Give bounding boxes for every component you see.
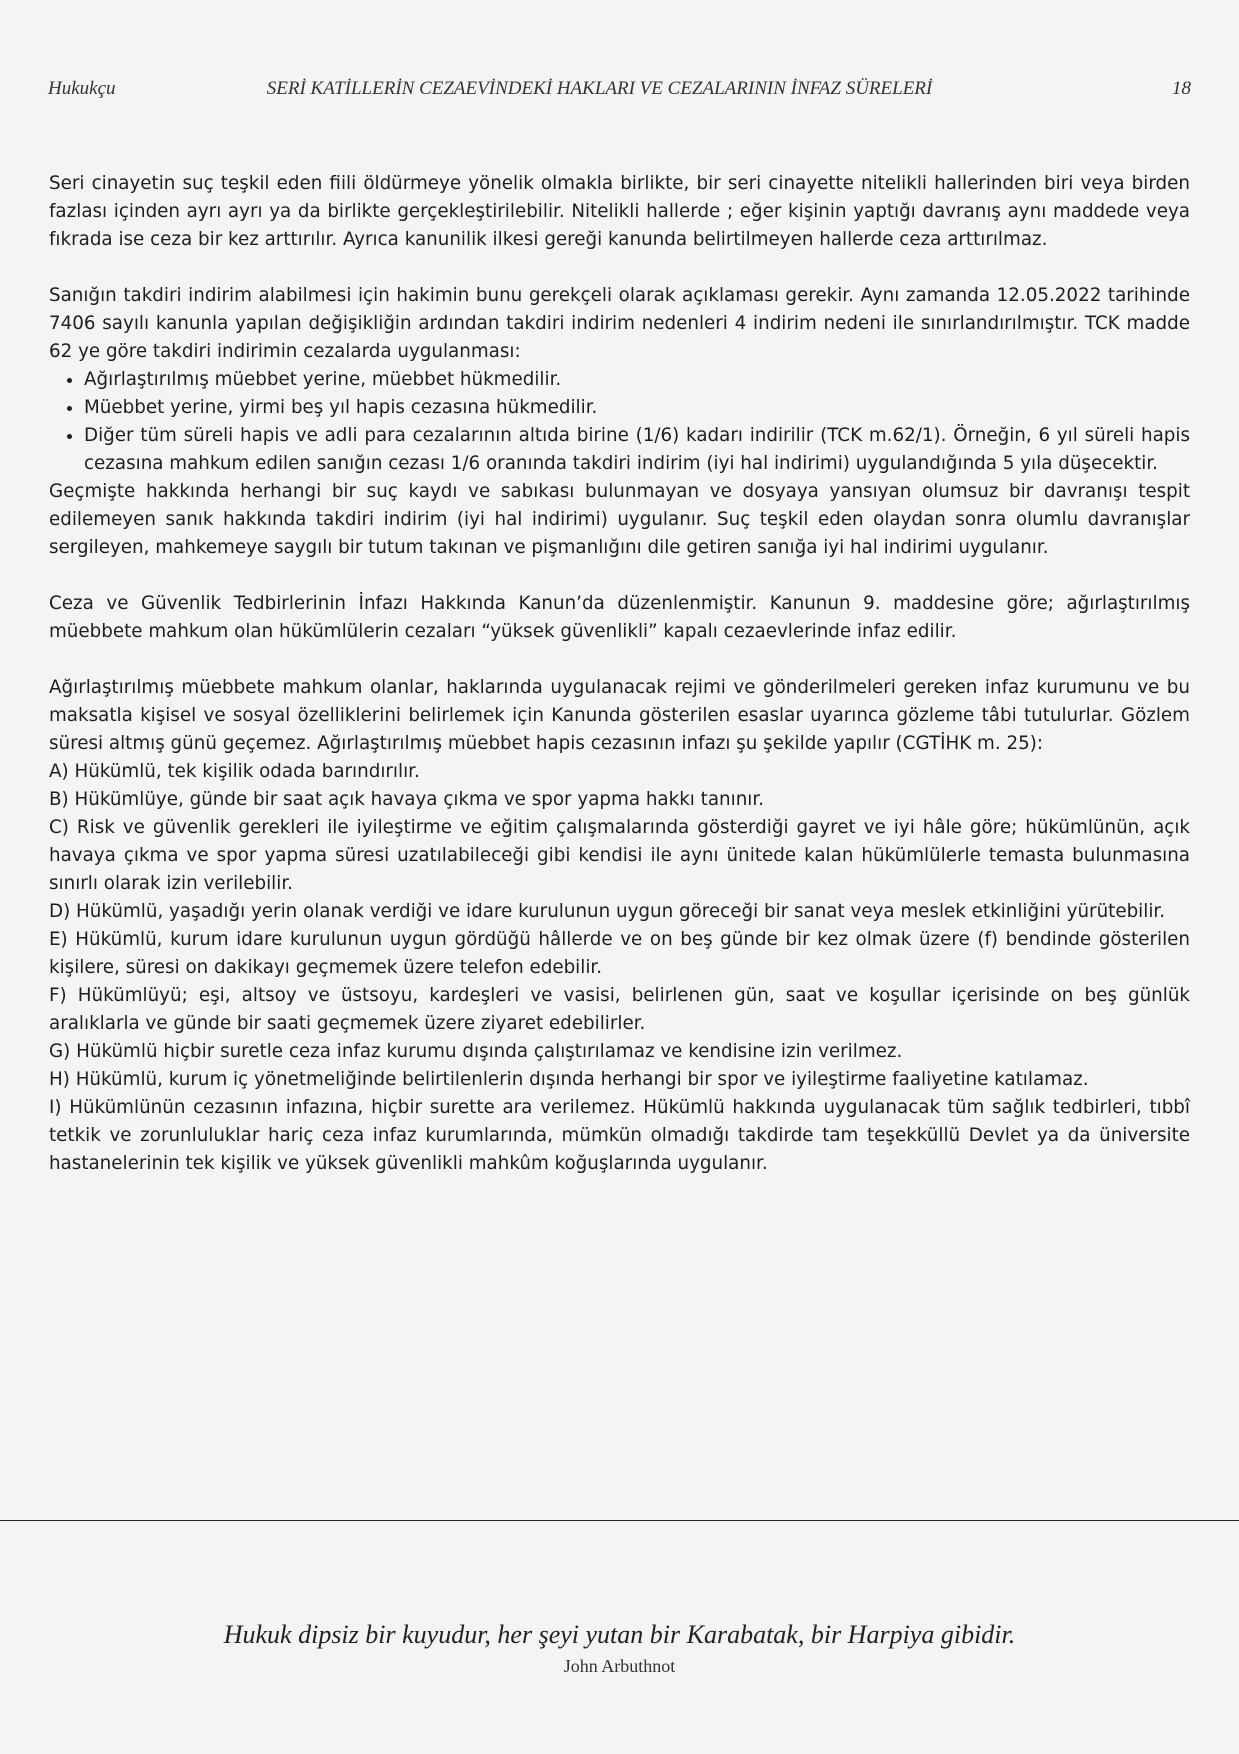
footer-divider xyxy=(0,1520,1239,1521)
paragraph-2: Sanığın takdiri indirim alabilmesi için hakimin bunu gerekçeli olarak açıklaması gerekir. Aynı zamanda 12.05.2022 tarihinde 7406 sayılı kanunla yapılan değişikliğin ardından takdiri indirim nedenleri 4 indirim nedeni ile sınırlandırılmıştır. TCK madde 62 ye göre takdiri indirimin cezalarda uygulanması: xyxy=(49,285,1190,362)
paragraph-1: Seri cinayetin suç teşkil eden fiili öldürmeye yönelik olmakla birlikte, bir seri cinayette nitelikli hallerinden biri veya birden fazlası içinden ayrı ayrı ya da birlikte gerçekleştirilebilir. Nitelikli hallerde ; eğer kişinin yaptığı davranış aynı maddede veya fıkrada ise ceza bir kez arttırılır. Ayrıca kanunilik ilkesi gereği kanunda belirtilmeyen hallerde ceza arttırılmaz. xyxy=(49,173,1190,250)
paragraph-4: Ceza ve Güvenlik Tedbirlerinin İnfazı Hakkında Kanun’da düzenlenmiştir. Kanunun 9. maddesine göre; ağırlaştırılmış müebbete mahkum olan hükümlülerin cezaları “yüksek güvenlikli” kapalı cezaevlerinde infaz edilir. xyxy=(49,593,1190,642)
bullet-item: • Müebbet yerine, yirmi beş yıl hapis cezasına hükmedilir. xyxy=(84,394,1190,422)
footer-quote: Hukuk dipsiz bir kuyudur, her şeyi yutan bir Karabatak, bir Harpiya gibidir. xyxy=(223,1620,1016,1649)
list-item-c: C) Risk ve güvenlik gerekleri ile iyileştirme ve eğitim çalışmalarında gösterdiği gayret ve iyi hâle göre; hükümlünün, açık havaya çıkma ve spor yapma süresi uzatılabileceği gibi kendisi ile aynı ünitede kalan hükümlülerle temasta bulunmasına sınırlı olarak izin verilebilir. xyxy=(49,817,1190,894)
paragraph-3: Geçmişte hakkında herhangi bir suç kaydı ve sabıkası bulunmayan ve dosyaya yansıyan olumsuz bir davranışı tespit edilemeyen sanık hakkında takdiri indirim (iyi hal indirimi) uygulanır. Suç teşkil eden olaydan sonra olumlu davranışlar sergileyen, mahkemeye saygılı bir tutum takınan ve pişmanlığını dile getiren sanığa iyi hal indirimi uygulanır. xyxy=(49,481,1190,558)
list-item-f: F) Hükümlüyü; eşi, altsoy ve üstsoyu, kardeşleri ve vasisi, belirlenen gün, saat ve koşullar içerisinde on beş günlük aralıklarla ve günde bir saati geçmemek üzere ziyaret edebilirler. xyxy=(49,985,1190,1034)
page-number: 18 xyxy=(1172,78,1191,99)
article-body xyxy=(49,170,1190,1178)
bullet-list xyxy=(49,366,1190,478)
list-item-e: E) Hükümlü, kurum idare kurulunun uygun gördüğü hâllerde ve on beş günde bir kez olmak üzere (f) bendinde gösterilen kişilere, süresi on dakikayı geçmemek üzere telefon edebilir. xyxy=(49,929,1190,978)
publication-name: Hukukçu xyxy=(48,78,116,99)
article-title: SERİ KATİLLERİN CEZAEVİNDEKİ HAKLARI VE CEZALARININ İNFAZ SÜRELERİ xyxy=(266,78,933,99)
list-item-a: A) Hükümlü, tek kişilik odada barındırılır. xyxy=(49,761,420,782)
list-item-g: G) Hükümlü hiçbir suretle ceza infaz kurumu dışında çalıştırılamaz ve kendisine izin verilmez. xyxy=(49,1041,903,1062)
quote-author: John Arbuthnot xyxy=(563,1656,676,1676)
list-item-i: I) Hükümlünün cezasının infazına, hiçbir surette ara verilemez. Hükümlü hakkında uygulanacak tüm sağlık tedbirleri, tıbbî tetkik ve zorunluluklar hariç ceza infaz kurumlarında, mümkün olmadığı takdirde tam teşekküllü Devlet ya da üniversite hastanelerinin tek kişilik ve yüksek güvenlikli mahkûm koğuşlarında uygulanır. xyxy=(49,1097,1190,1174)
list-item-b: B) Hükümlüye, günde bir saat açık havaya çıkma ve spor yapma hakkı tanınır. xyxy=(49,789,765,810)
paragraph-5: Ağırlaştırılmış müebbete mahkum olanlar, haklarında uygulanacak rejimi ve gönderilmeleri gereken infaz kurumunu ve bu maksatla kişisel ve sosyal özelliklerini belirlemek için Kanunda gösterilen esaslar uyarınca gözleme tâbi tutulurlar. Gözlem süresi altmış günü geçemez. Ağırlaştırılmış müebbet hapis cezasının infazı şu şekilde yapılır (CGTİHK m. 25): xyxy=(49,677,1190,754)
list-item-d: D) Hükümlü, yaşadığı yerin olanak verdiği ve idare kurulunun uygun göreceği bir sanat veya meslek etkinliğini yürütebilir. xyxy=(49,901,1166,922)
bullet-item: • Ağırlaştırılmış müebbet yerine, müebbet hükmedilir. xyxy=(84,366,1190,394)
page-header xyxy=(48,78,1191,106)
bullet-item: • Diğer tüm süreli hapis ve adli para cezalarının altıda birine (1/6) kadarı indirilir (TCK m.62/1). Örneğin, 6 yıl süreli hapis cezasına mahkum edilen sanığın cezası 1/6 oranında takdiri indirim (iyi hal indirimi) uygulandığında 5 yıla düşecektir. xyxy=(84,422,1190,478)
list-item-h: H) Hükümlü, kurum iç yönetmeliğinde belirtilenlerin dışında herhangi bir spor ve iyileştirme faaliyetine katılamaz. xyxy=(49,1069,1089,1090)
